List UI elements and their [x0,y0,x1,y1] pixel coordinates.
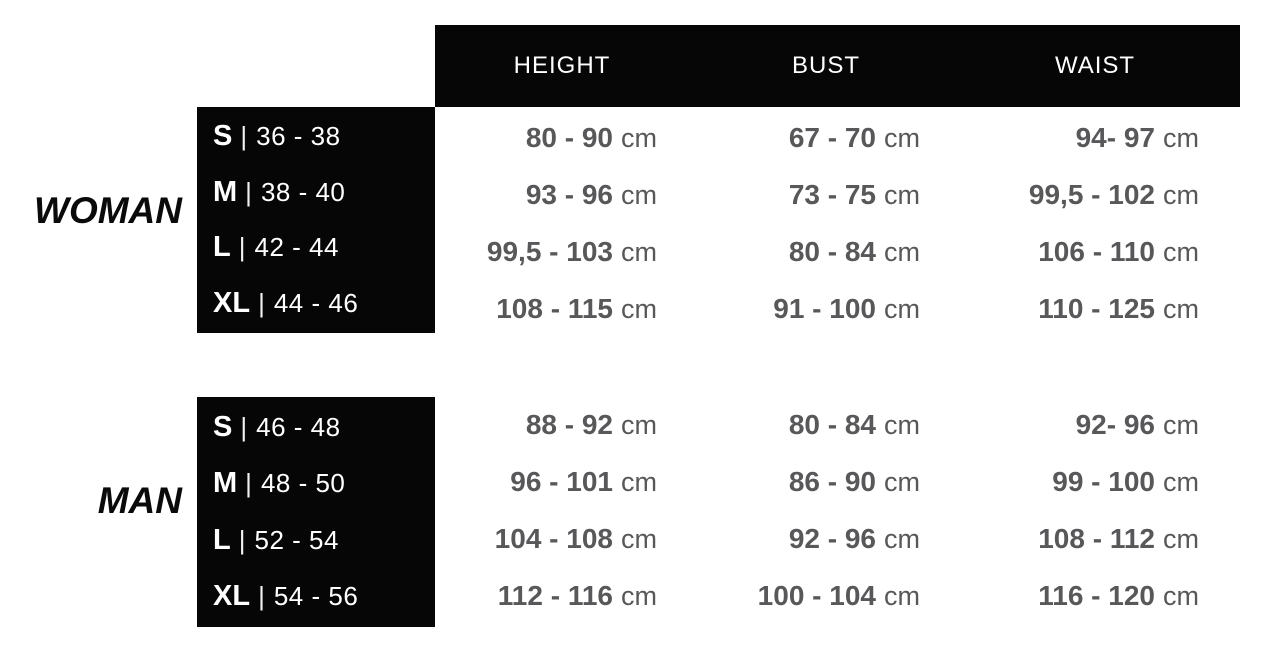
cell-unit: cm [884,581,920,611]
table-cell-woman-s-height [526,109,657,166]
man-size-box [197,397,435,627]
cell-value: 80 - 84 [788,236,876,267]
cell-value: 116 - 120 [1038,580,1155,611]
cell-value: 93 - 96 [525,179,613,210]
size-letter: M [213,467,238,500]
cell-value: 80 - 84 [788,409,876,440]
table-cell-man-m-bust [789,453,920,510]
table-cell-man-s-waist [1076,396,1199,453]
size-range: 46 - 48 [256,411,341,442]
cell-value: 92 - 96 [788,523,876,554]
cell-value: 99,5 - 102 [1028,179,1155,210]
table-cell-man-s-height [526,396,657,453]
size-letter: XL [213,580,251,613]
table-cell-man-l-bust [789,510,920,567]
cell-unit: cm [621,123,657,153]
cell-value: 99,5 - 103 [486,236,613,267]
cell-unit: cm [621,237,657,267]
cell-value: 108 - 115 [496,293,613,324]
size-range: 44 - 46 [273,287,359,318]
table-cell-woman-l-bust [789,223,920,280]
size-row-woman-s [213,120,435,153]
cell-unit: cm [884,410,920,440]
cell-unit: cm [1163,524,1199,554]
cell-unit: cm [884,237,920,267]
cell-value: 94- 97 [1075,122,1155,153]
cell-value: 67 - 70 [788,122,876,153]
size-range: 52 - 54 [254,524,339,555]
table-cell-woman-m-waist [1029,166,1199,223]
cell-value: 106 - 110 [1038,236,1155,267]
size-letter: L [213,231,231,264]
table-cell-woman-m-bust [789,166,920,223]
cell-unit: cm [621,410,657,440]
size-row-man-xl [213,580,435,613]
cell-unit: cm [621,467,657,497]
table-cell-man-m-height [510,453,657,510]
size-row-woman-xl [213,287,435,320]
cell-value: 110 - 125 [1038,293,1155,324]
table-cell-man-l-waist [1038,510,1199,567]
size-letter: L [213,523,231,556]
table-cell-woman-s-waist [1076,109,1199,166]
size-range: 38 - 40 [260,176,346,207]
cell-unit: cm [1163,123,1199,153]
cell-value: 92- 96 [1075,409,1155,440]
table-cell-woman-l-waist [1038,223,1199,280]
table-cell-woman-l-height [487,223,657,280]
cell-value: 108 - 112 [1038,523,1155,554]
cell-unit: cm [621,581,657,611]
table-cell-woman-m-height [526,166,657,223]
size-range: 36 - 38 [256,121,341,152]
cell-unit: cm [884,180,920,210]
cell-value: 80 - 90 [525,122,613,153]
size-row-woman-m [213,176,435,209]
table-cell-man-xl-bust [758,567,920,624]
cell-unit: cm [1163,581,1199,611]
table-header [435,25,1240,107]
cell-value: 86 - 90 [788,466,876,497]
size-range: 42 - 44 [254,232,339,263]
table-cell-woman-xl-bust [773,280,920,337]
section-label-man: MAN [97,480,182,521]
column-header-waist: WAIST [1054,52,1136,79]
column-header-height: HEIGHT [513,52,611,79]
size-separator: | [240,411,248,442]
cell-unit: cm [1163,410,1199,440]
cell-unit: cm [1163,467,1199,497]
cell-value: 88 - 92 [525,409,613,440]
cell-unit: cm [884,294,920,324]
cell-value: 112 - 116 [497,580,613,611]
size-letter: S [213,120,233,153]
table-cell-man-m-waist [1052,453,1199,510]
cell-unit: cm [884,123,920,153]
cell-value: 104 - 108 [494,523,613,554]
cell-value: 96 - 101 [510,466,613,497]
table-cell-man-xl-waist [1038,567,1199,624]
size-range: 54 - 56 [273,581,359,612]
size-separator: | [238,232,246,263]
cell-unit: cm [621,180,657,210]
cell-value: 73 - 75 [788,179,876,210]
table-cell-woman-s-bust [789,109,920,166]
size-separator: | [240,121,248,152]
cell-value: 99 - 100 [1052,466,1155,497]
cell-unit: cm [1163,180,1199,210]
table-cell-woman-xl-waist [1038,280,1199,337]
size-range: 48 - 50 [260,468,346,499]
table-cell-man-xl-height [498,567,657,624]
cell-unit: cm [884,467,920,497]
table-cell-man-l-height [495,510,657,567]
table-cell-man-s-bust [789,396,920,453]
size-separator: | [238,524,246,555]
woman-size-box [197,107,435,333]
cell-unit: cm [1163,237,1199,267]
size-separator: | [245,468,252,499]
cell-value: 91 - 100 [773,293,876,324]
cell-unit: cm [884,524,920,554]
size-letter: M [213,175,238,208]
size-letter: S [213,410,233,443]
table-cell-woman-xl-height [496,280,657,337]
size-separator: | [258,287,265,318]
size-row-man-m [213,467,435,500]
cell-unit: cm [621,524,657,554]
size-letter: XL [213,286,251,319]
size-row-woman-l [213,231,435,264]
cell-value: 100 - 104 [757,580,876,611]
column-header-bust: BUST [791,52,861,79]
size-separator: | [258,581,265,612]
size-row-man-l [213,524,435,557]
size-separator: | [245,176,252,207]
section-label-woman: WOMAN [34,190,182,231]
cell-unit: cm [1163,294,1199,324]
size-row-man-s [213,411,435,444]
cell-unit: cm [621,294,657,324]
